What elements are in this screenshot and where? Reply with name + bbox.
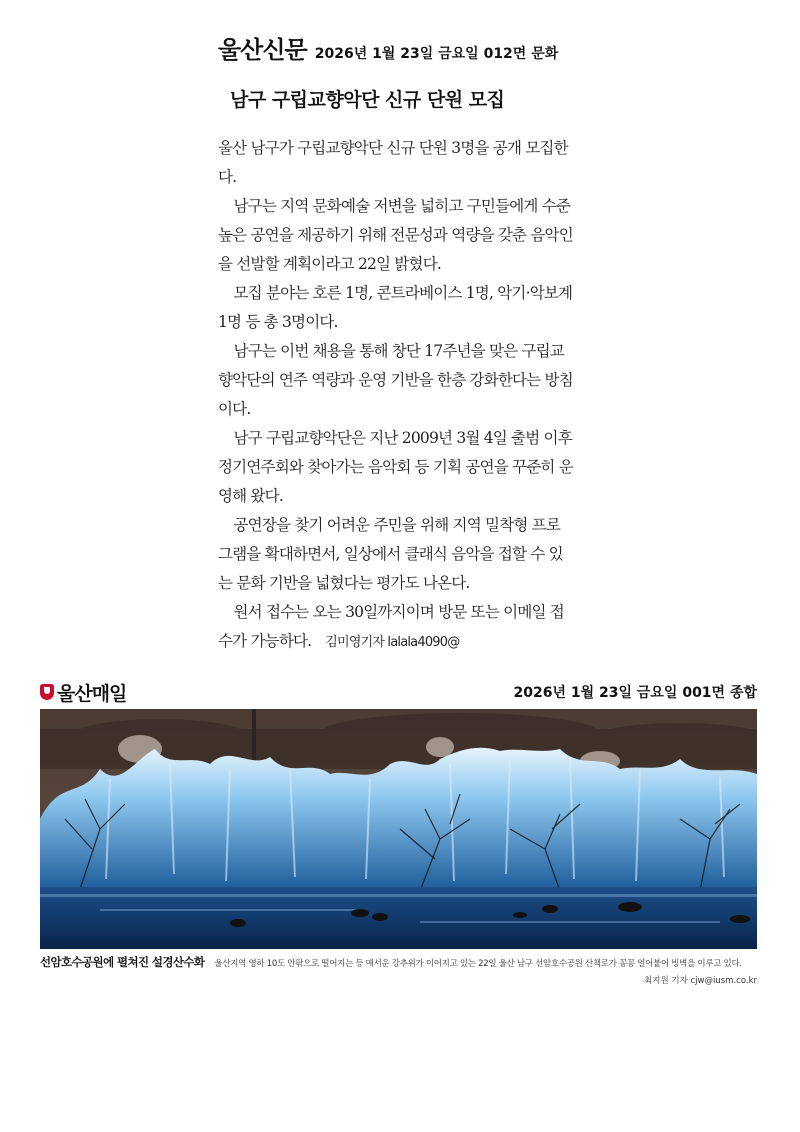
paragraph: 모집 분야는 호른 1명, 콘트라베이스 1명, 악기·악보계 1명 등 총 3명이다.	[218, 284, 573, 331]
article-headline: 남구 구립교향악단 신규 단원 모집	[230, 89, 505, 111]
paragraph: 남구는 지역 문화예술 저변을 넓히고 구민들에게 수준 높은 공연을 제공하기 위해 전문성과 역량을 갖춘 음악인을 선발할 계획이라고 22일 밝혔다.	[218, 197, 573, 273]
last-paragraph	[218, 598, 574, 657]
photo-clipping	[40, 678, 757, 986]
logo-icon	[40, 684, 54, 700]
newspaper-name: 울산매일	[57, 682, 127, 705]
photo-credit: 최지원 기자 cjw@iusm.co.kr	[644, 976, 757, 986]
paragraph: 남구 구립교향악단은 지난 2009년 3월 4일 출범 이후 정기연주회와 찾아가는 음악회 등 기획 공연을 꾸준히 운영해 왔다.	[218, 429, 573, 505]
paragraph-text: 원서 접수는 오는 30일까지이며 방문 또는 이메일 접수가 가능하다.	[218, 603, 564, 650]
photo-caption	[40, 954, 757, 970]
newspaper-logo	[40, 679, 126, 706]
dateline: 2026년 1월 23일 금요일 012면 문화	[314, 46, 559, 62]
caption-title: 선암호수공원에 펼쳐진 설경산수화	[40, 955, 205, 969]
paragraph: 공연장을 찾기 어려운 주민을 위해 지역 밀착형 프로그램을 확대하면서, 일상에서 클래식 음악을 접할 수 있는 문화 기반을 넓혔다는 평가도 나온다.	[218, 516, 563, 592]
newspaper-name: 울산신문	[218, 36, 307, 64]
dateline: 2026년 1월 23일 금요일 001면 종합	[513, 685, 757, 701]
article-clipping	[218, 30, 588, 657]
masthead	[218, 30, 588, 65]
masthead	[40, 678, 757, 706]
byline: 김미영기자 lalala4090@	[325, 635, 460, 650]
paragraph: 울산 남구가 구립교향악단 신규 단원 3명을 공개 모집한다.	[218, 139, 568, 186]
caption-text: 울산지역 영하 10도 안팎으로 떨어지는 등 매서운 강추위가 이어지고 있는 22일 울산 남구 선암호수공원 산책로가 꽁꽁 얼어붙어 빙벽을 이루고 있다.	[214, 959, 742, 969]
article-body	[218, 134, 574, 657]
frozen-lake-photo	[40, 709, 757, 949]
paragraph: 남구는 이번 채용을 통해 창단 17주년을 맞은 구립교향악단의 연주 역량과 운영 기반을 한층 강화한다는 방침이다.	[218, 342, 573, 418]
